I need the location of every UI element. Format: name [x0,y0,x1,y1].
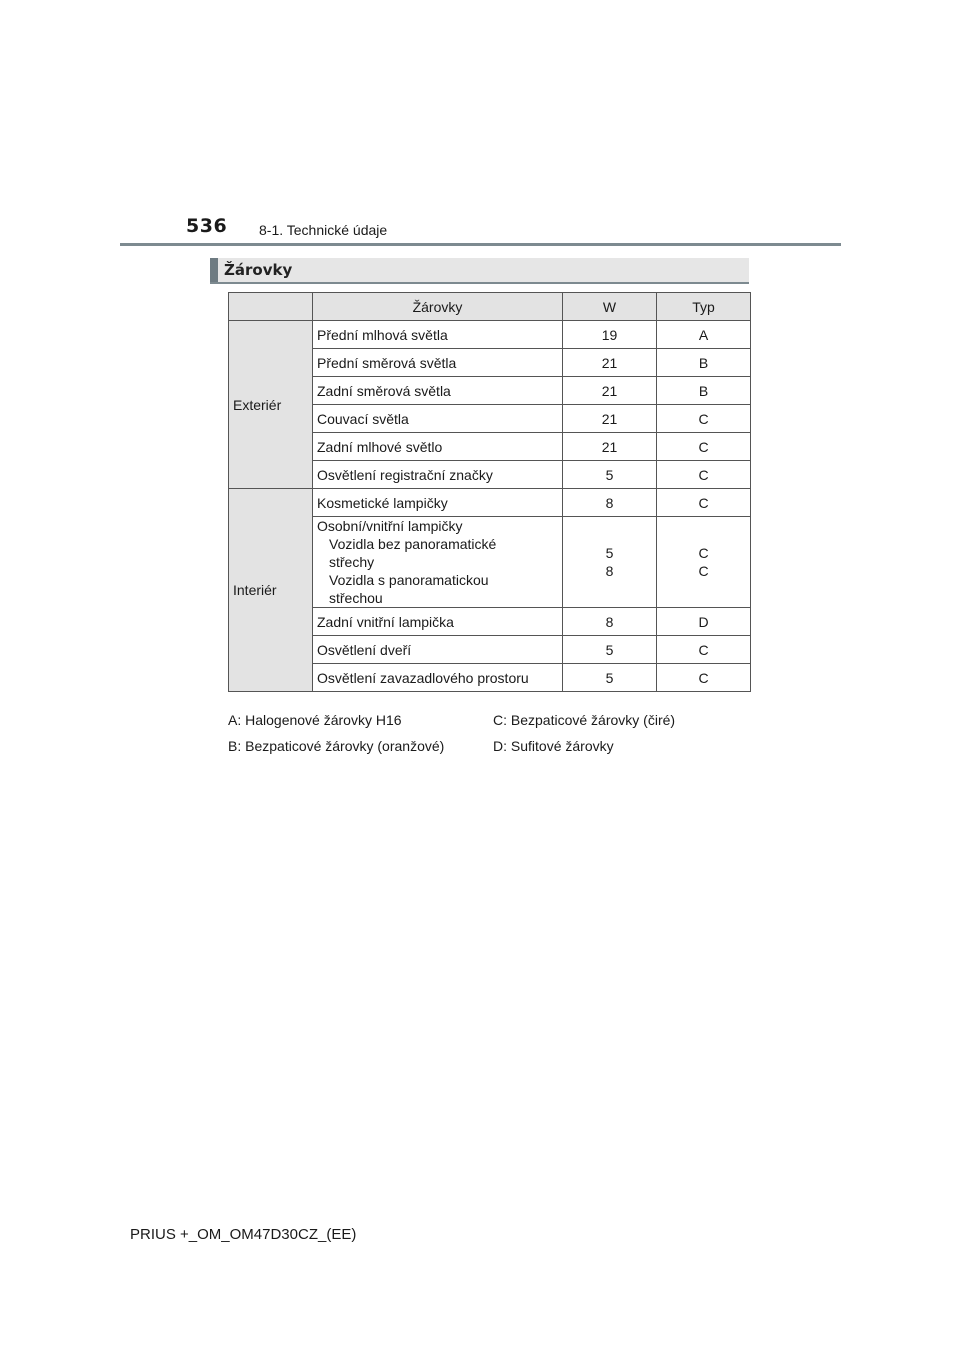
bulb-watts: 21 [563,349,657,377]
bulb-type: B [657,349,751,377]
bulb-type: C [657,636,751,664]
bulb-name: Zadní směrová světla [313,377,563,405]
bulb-name: Zadní mlhové světlo [313,433,563,461]
bulb-type: C [657,664,751,692]
bulb-type: C [657,489,751,517]
header-cell-group [229,293,313,321]
bulb-type: B [657,377,751,405]
bulb-watts: 5 [563,636,657,664]
table-row [229,489,751,517]
bulb-type: C [657,433,751,461]
header-cell-watts: W [563,293,657,321]
bulb-type: C [698,545,709,561]
page-number: 536 [186,215,228,237]
legend-b: B: Bezpaticové žárovky (oranžové) [228,738,445,754]
bulb-table [228,292,751,692]
bulb-subvariant: střechou [329,590,383,606]
group-label-interior: Interiér [229,489,313,692]
bulb-name: Přední mlhová světla [313,321,563,349]
bulb-watts: 21 [563,405,657,433]
bulb-type: C [657,405,751,433]
header-cell-bulbs: Žárovky [313,293,563,321]
bulb-watts: 5 [605,545,614,561]
footer-document-code: PRIUS +_OM_OM47D30CZ_(EE) [130,1226,357,1243]
bulb-subvariant: střechy [329,554,375,570]
bulb-type: C [657,461,751,489]
bulb-watts: 21 [563,377,657,405]
group-label-exterior: Exteriér [229,321,313,489]
bulb-name: Kosmetické lampičky [313,489,563,517]
bulb-name: Osvětlení registrační značky [313,461,563,489]
bulb-watts: 21 [563,433,657,461]
bulb-type: A [657,321,751,349]
bulb-name: Osobní/vnitřní lampičky [317,518,463,534]
legend-c: C: Bezpaticové žárovky (čiré) [493,712,676,728]
bulb-subvariant: Vozidla bez panoramatické [329,536,497,552]
bulb-name: Osvětlení dveří [313,636,563,664]
bulb-watts: 5 [563,664,657,692]
legend-d: D: Sufitové žárovky [493,738,614,754]
bulb-subvariant: Vozidla s panoramatickou [329,572,489,588]
legend-a: A: Halogenové žárovky H16 [228,712,402,728]
bulb-type: C [698,563,709,579]
bulb-watts: 8 [563,608,657,636]
header-cell-type: Typ [657,293,751,321]
table-header-row [229,293,751,321]
bulb-name: Zadní vnitřní lampička [313,608,563,636]
bulb-watts: 8 [563,489,657,517]
bulb-watts: 5 [563,461,657,489]
section-title: Žárovky [224,261,293,279]
bulb-name: Couvací světla [313,405,563,433]
bulb-name-multiline [313,517,563,608]
bulb-type: D [657,608,751,636]
bulb-name: Přední směrová světla [313,349,563,377]
header-rule [120,243,841,246]
section-heading [210,258,749,284]
chapter-title: 8-1. Technické údaje [259,222,388,238]
bulb-type-multiline [657,517,751,608]
bulb-watts: 19 [563,321,657,349]
bulb-watts: 8 [605,563,614,579]
bulb-name: Osvětlení zavazadlového prostoru [313,664,563,692]
bulb-watts-multiline [563,517,657,608]
section-heading-bar [210,258,218,282]
table-row [229,321,751,349]
